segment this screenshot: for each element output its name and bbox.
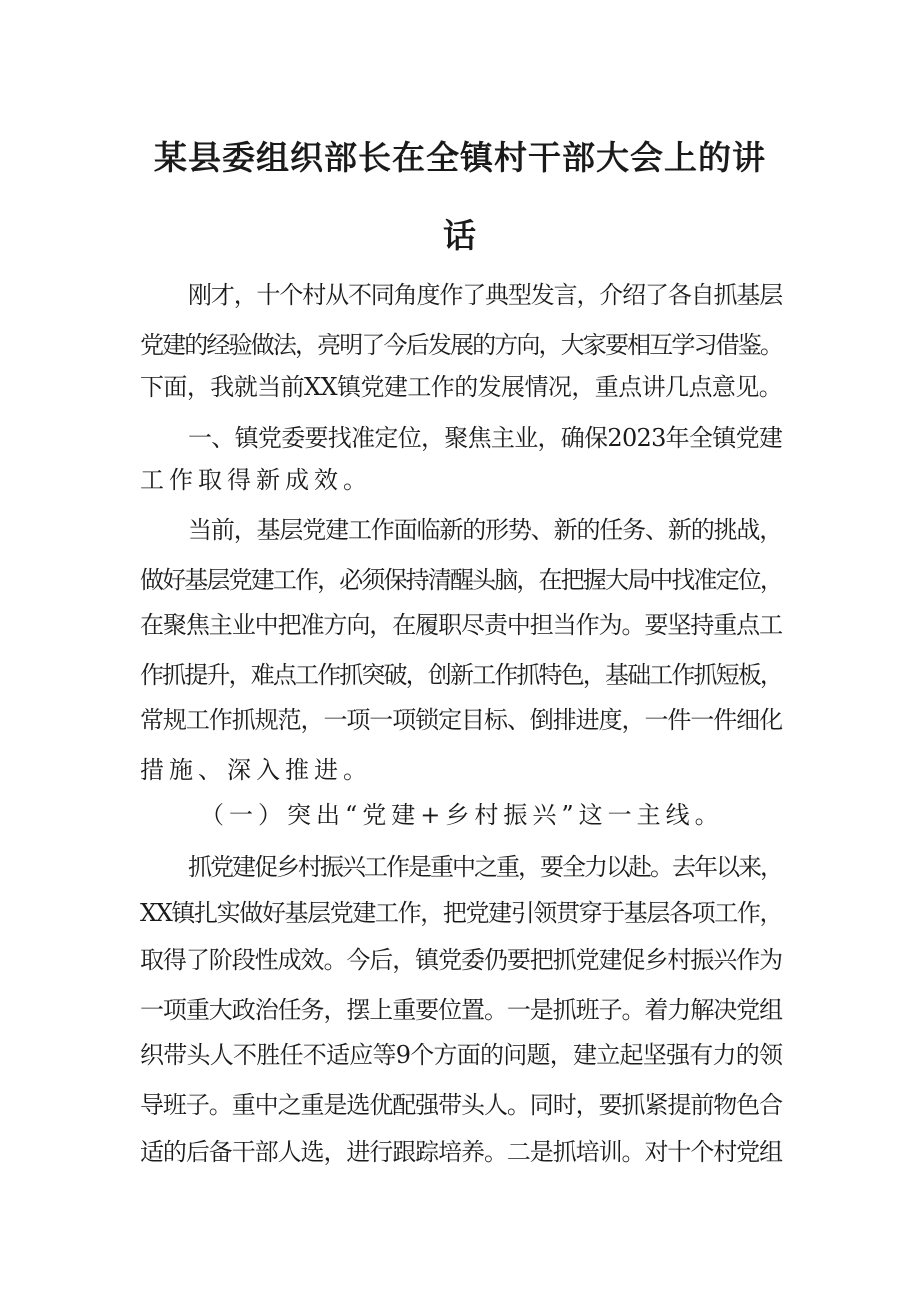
body-line: 刚才，十个村从不同角度作了典型发言，介绍了各自抓基层 — [188, 281, 783, 309]
body-line: 导班子。重中之重是选优配强带头人。同时，要抓紧提前物色合 — [140, 1091, 783, 1119]
body-line: 党建的经验做法，亮明了今后发展的方向，大家要相互学习借鉴。 — [140, 331, 783, 359]
body-line: 措施、深入推进。 — [140, 756, 372, 784]
body-line: 做好基层党建工作，必须保持清醒头脑，在把握大局中找准定位， — [140, 566, 783, 594]
body-line: 常规工作抓规范，一项一项锁定目标、倒排进度，一件一件细化 — [140, 706, 783, 734]
subsection-heading: （一）突出“党建+乡村振兴”这一主线。 — [200, 801, 724, 829]
body-line: 抓党建促乡村振兴工作是重中之重，要全力以赴。去年以来， — [188, 853, 782, 881]
body-line: 织带头人不胜任不适应等9个方面的问题，建立起坚强有力的领 — [140, 1041, 783, 1069]
body-line: 当前，基层党建工作面临新的形势、新的任务、新的挑战， — [188, 516, 783, 544]
body-line: 适的后备干部人选，进行跟踪培养。二是抓培训。对十个村党组 — [140, 1138, 783, 1166]
document-title-line-1: 某县委组织部长在全镇村干部大会上的讲 — [154, 138, 766, 177]
body-line: XX镇扎实做好基层党建工作，把党建引领贯穿于基层各项工作， — [140, 899, 783, 927]
section-heading-line: 工作取得新成效。 — [140, 466, 372, 494]
body-line: 下面，我就当前XX镇党建工作的发展情况，重点讲几点意见。 — [140, 373, 783, 401]
body-line: 在聚焦主业中把准方向，在履职尽责中担当作为。要坚持重点工 — [140, 611, 783, 639]
section-heading-line: 一、镇党委要找准定位，聚焦主业，确保2023年全镇党建 — [188, 424, 783, 452]
body-line: 一项重大政治任务，摆上重要位置。一是抓班子。着力解决党组 — [140, 996, 783, 1024]
body-line: 作抓提升，难点工作抓突破，创新工作抓特色，基础工作抓短板， — [140, 661, 783, 689]
document-title-line-2: 话 — [443, 216, 477, 255]
body-line: 取得了阶段性成效。今后，镇党委仍要把抓党建促乡村振兴作为 — [140, 946, 783, 974]
